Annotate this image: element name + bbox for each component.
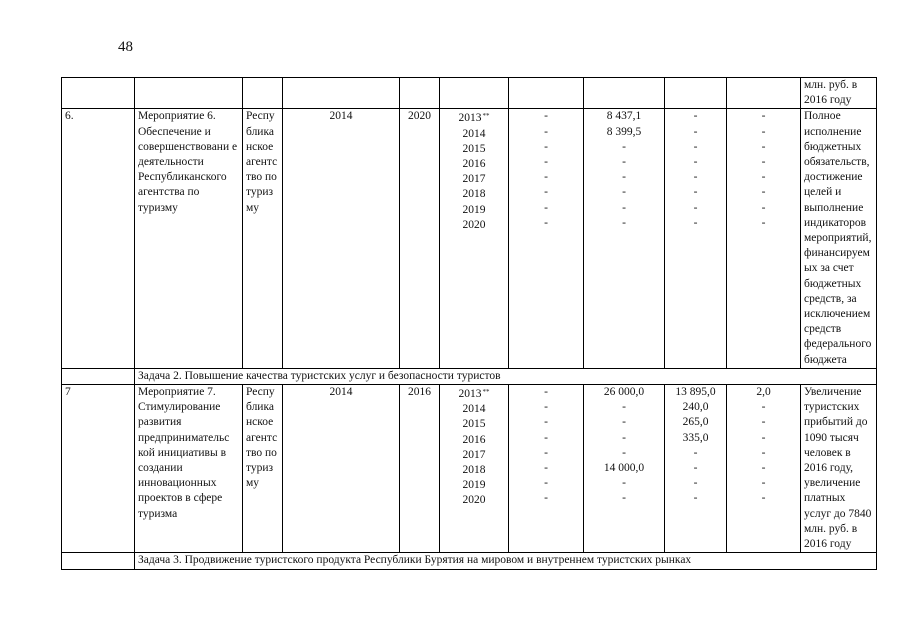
- value-column-b: [584, 109, 665, 368]
- result-cell: млн. руб. в 2016 году: [801, 78, 877, 109]
- measure-name: Мероприятие 7. Стимулирование развития предпринимательс кой инициативы в создании инновационных проектов в сфере туризма: [135, 385, 243, 553]
- year-cell: 2018: [462, 188, 486, 201]
- value-cell: 8 437,1: [606, 110, 642, 123]
- value-cell: -: [693, 462, 698, 475]
- value-cell: 26 000,0: [603, 386, 645, 399]
- value-cell: -: [761, 401, 766, 414]
- value-cell: -: [693, 186, 698, 199]
- value-cell: -: [622, 171, 626, 184]
- value-cell: -: [761, 492, 766, 505]
- year-cell: 2016: [462, 158, 486, 171]
- value-cell: -: [693, 125, 698, 138]
- year-cell: 2019: [462, 479, 486, 492]
- value-cell: 265,0: [682, 416, 709, 429]
- value-column-c: [665, 109, 727, 368]
- year-cell: 2016: [462, 433, 486, 446]
- value-column-d: [727, 109, 801, 368]
- value-column-a: [509, 109, 584, 368]
- value-cell: -: [622, 477, 626, 490]
- table-row-continuation: [62, 78, 877, 109]
- value-cell: -: [693, 201, 698, 214]
- value-cell: -: [544, 462, 548, 475]
- value-cell: -: [761, 216, 766, 229]
- value-cell: -: [693, 110, 698, 123]
- row-number: 6.: [62, 109, 135, 368]
- value-cell: -: [693, 140, 698, 153]
- years-column: [440, 385, 509, 553]
- value-cell: -: [622, 446, 626, 459]
- value-cell: 2,0: [756, 386, 771, 399]
- value-cell: -: [693, 446, 698, 459]
- task-heading: Задача 3. Продвижение туристского продукта Республики Бурятия на мировом и внутреннем туристских рынках: [135, 553, 877, 569]
- value-cell: -: [622, 401, 626, 414]
- value-cell: -: [544, 140, 548, 153]
- result-cell: Увеличение туристских прибытий до 1090 тысяч человек в 2016 году, увеличение платных услуг до 7840 млн. руб. в 2016 году: [801, 385, 877, 553]
- value-cell: -: [622, 431, 626, 444]
- value-cell: -: [761, 186, 766, 199]
- value-cell: -: [622, 416, 626, 429]
- value-cell: -: [761, 431, 766, 444]
- value-cell: -: [544, 401, 548, 414]
- value-column-a: [509, 385, 584, 553]
- task-heading: Задача 2. Повышение качества туристских услуг и безопасности туристов: [135, 368, 877, 384]
- value-cell: -: [693, 156, 698, 169]
- value-cell: 240,0: [682, 401, 709, 414]
- start-year: 2014: [283, 109, 400, 368]
- value-cell: -: [544, 477, 548, 490]
- value-cell: 8 399,5: [606, 125, 642, 138]
- value-cell: -: [544, 186, 548, 199]
- end-year: 2020: [400, 109, 440, 368]
- year-cell: 2018: [462, 464, 486, 477]
- value-cell: -: [544, 416, 548, 429]
- value-cell: -: [761, 110, 766, 123]
- value-cell: -: [544, 431, 548, 444]
- value-column-b: [584, 385, 665, 553]
- start-year: 2014: [283, 385, 400, 553]
- years-column: [440, 109, 509, 368]
- executor: Респу блика нское агентс тво по туриз му: [243, 385, 283, 553]
- year-cell: 2017: [462, 448, 486, 461]
- year-cell: 2020: [462, 218, 486, 231]
- value-cell: -: [622, 186, 626, 199]
- year-cell: 2015: [462, 142, 486, 155]
- value-cell: -: [544, 156, 548, 169]
- value-cell: -: [544, 492, 548, 505]
- value-cell: -: [622, 216, 626, 229]
- value-cell: -: [622, 140, 626, 153]
- value-cell: -: [544, 110, 548, 123]
- value-cell: 13 895,0: [675, 386, 716, 399]
- executor: Респу блика нское агентс тво по туриз му: [243, 109, 283, 368]
- year-cell: 2014: [462, 403, 486, 416]
- value-column-c: [665, 385, 727, 553]
- program-table: [61, 77, 877, 570]
- value-column-d: [727, 385, 801, 553]
- value-cell: -: [761, 140, 766, 153]
- year-cell: 2017: [462, 173, 486, 186]
- value-cell: -: [693, 171, 698, 184]
- task-row-2: [62, 368, 877, 384]
- end-year: 2016: [400, 385, 440, 553]
- value-cell: -: [761, 446, 766, 459]
- year-cell: 2020: [462, 494, 486, 507]
- result-cell: Полное исполнение бюджетных обязательств, достижение целей и выполнение индикаторов мероприятий, финансируем ых за счет бюджетных средств, за исключением средств федерального бюджета: [801, 109, 877, 368]
- value-cell: -: [544, 446, 548, 459]
- measure-name: Мероприятие 6. Обеспечение и совершенствовани е деятельности Республиканского агентства по туризму: [135, 109, 243, 368]
- year-cell: 2013**: [458, 388, 490, 401]
- row-number: 7: [62, 385, 135, 553]
- table-row-measure-7: [62, 385, 877, 553]
- table-row-measure-6: [62, 109, 877, 368]
- value-cell: -: [544, 125, 548, 138]
- value-cell: -: [761, 156, 766, 169]
- value-cell: -: [544, 386, 548, 399]
- year-cell: 2019: [462, 203, 486, 216]
- value-cell: -: [622, 201, 626, 214]
- value-cell: -: [761, 171, 766, 184]
- value-cell: -: [544, 171, 548, 184]
- value-cell: 335,0: [682, 431, 709, 444]
- year-cell: 2014: [462, 127, 486, 140]
- value-cell: -: [761, 477, 766, 490]
- value-cell: 14 000,0: [603, 462, 645, 475]
- task-row-3: [62, 553, 877, 569]
- value-cell: -: [622, 156, 626, 169]
- value-cell: -: [693, 216, 698, 229]
- value-cell: -: [761, 201, 766, 214]
- value-cell: -: [693, 477, 698, 490]
- year-cell: 2013**: [458, 112, 490, 125]
- value-cell: -: [761, 462, 766, 475]
- value-cell: -: [761, 125, 766, 138]
- page-number: 48: [118, 39, 133, 55]
- year-cell: 2015: [462, 418, 486, 431]
- value-cell: -: [622, 492, 626, 505]
- value-cell: -: [693, 492, 698, 505]
- value-cell: -: [544, 216, 548, 229]
- value-cell: -: [544, 201, 548, 214]
- value-cell: -: [761, 416, 766, 429]
